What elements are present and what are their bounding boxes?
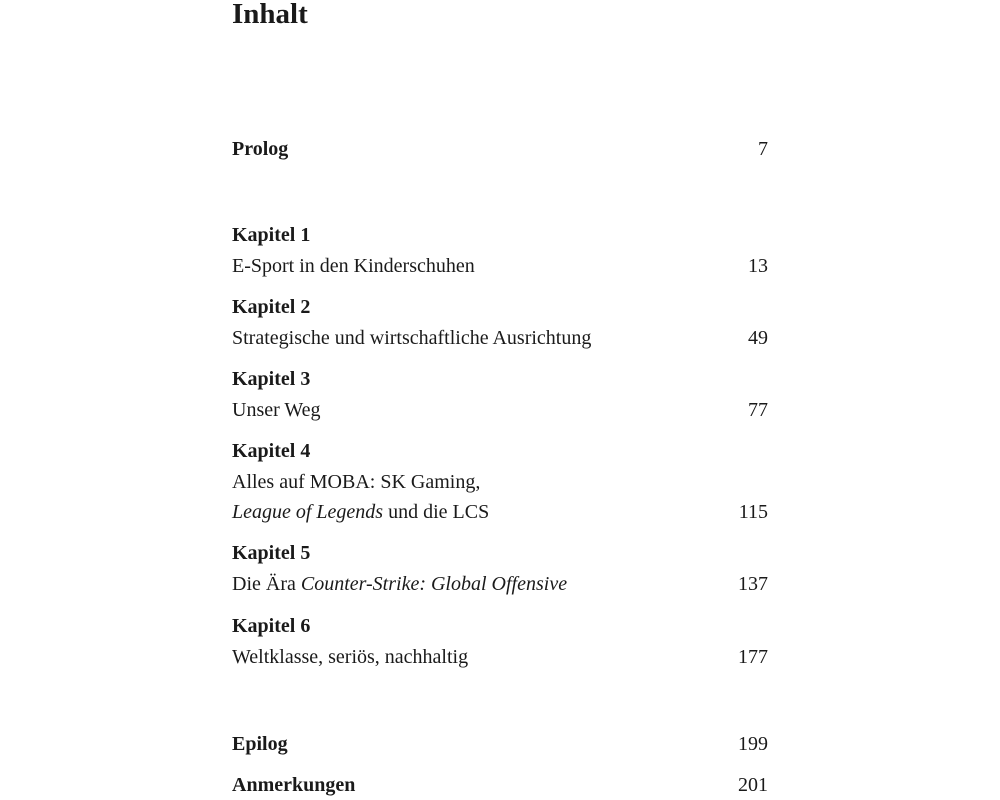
chapter-heading-2: Kapitel 2 — [232, 296, 311, 318]
chapter-title: Strategische und wirtschaftliche Ausrichtung — [232, 327, 592, 349]
chapter-title: E-Sport in den Kinderschuhen — [232, 255, 475, 277]
toc-page-number: 49 — [748, 327, 768, 349]
chapter-title-italic: League of Legends — [232, 501, 384, 523]
chapter-heading-5: Kapitel 5 — [232, 542, 311, 564]
toc-entry-chapter-4[interactable] — [232, 499, 768, 525]
chapter-title-italic: Counter-Strike: Global Offensive — [300, 573, 568, 595]
toc-page-number: 115 — [738, 501, 768, 523]
toc-page-number: 177 — [738, 646, 768, 668]
toc-entry-chapter-1[interactable] — [232, 253, 768, 279]
toc-entry-chapter-5[interactable] — [232, 571, 768, 597]
chapter-title-line-1: Alles auf MOBA: SK Gaming, — [232, 471, 481, 493]
toc-entry-label: Epilog — [232, 733, 288, 755]
toc-entry-epilog[interactable] — [232, 731, 768, 757]
toc-entry-chapter-3[interactable] — [232, 397, 768, 423]
toc-entry-label: Anmerkungen — [232, 774, 356, 796]
page-title: Inhalt — [232, 0, 308, 30]
chapter-title — [232, 571, 567, 597]
chapter-heading-6: Kapitel 6 — [232, 615, 311, 637]
chapter-title-rest: und die LCS — [383, 501, 490, 523]
toc-page — [232, 0, 768, 800]
chapter-title: Weltklasse, seriös, nachhaltig — [232, 646, 469, 668]
toc-entry-chapter-2[interactable] — [232, 325, 768, 351]
toc-entry-anmerkungen[interactable] — [232, 772, 768, 798]
chapter-heading-4: Kapitel 4 — [232, 440, 311, 462]
toc-entry-chapter-6[interactable] — [232, 644, 768, 670]
toc-page-number: 7 — [758, 138, 768, 160]
toc-page-number: 199 — [738, 733, 768, 755]
toc-entry-label: Prolog — [232, 138, 289, 160]
chapter-title-prefix: Die Ära — [232, 573, 301, 595]
toc-page-number: 13 — [748, 255, 768, 277]
toc-page-number: 137 — [738, 573, 768, 595]
toc-entry-prolog[interactable] — [232, 136, 768, 162]
chapter-title-line-2 — [232, 499, 489, 525]
toc-page-number: 77 — [748, 399, 768, 421]
chapter-heading-1: Kapitel 1 — [232, 224, 311, 246]
toc-page-number: 201 — [738, 774, 768, 796]
chapter-title: Unser Weg — [232, 399, 321, 421]
chapter-heading-3: Kapitel 3 — [232, 368, 311, 390]
